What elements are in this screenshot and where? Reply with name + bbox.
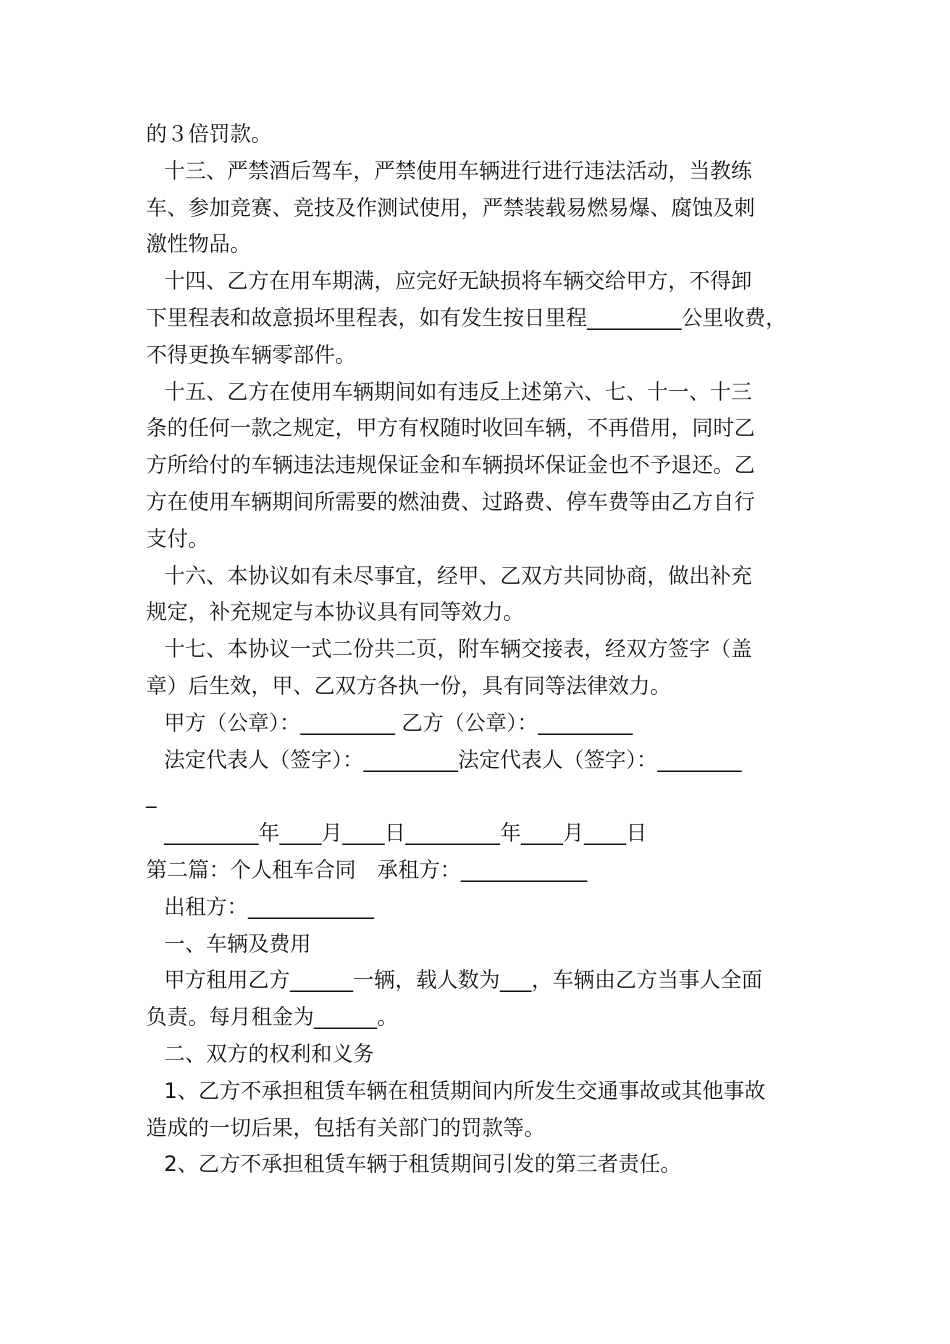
text-line: 1、乙方不承担租赁车辆在租赁期间内所发生交通事故或其他事故: [164, 1078, 766, 1103]
document-body: [146, 116, 812, 1183]
text-line: 十六、本协议如有未尽事宜，经甲、乙双方共同协商，做出补充: [164, 563, 752, 588]
text-line: 不得更换车辆零部件。: [146, 342, 356, 367]
text-line: 十七、本协议一式二份共二页，附车辆交接表，经双方签字（盖: [164, 637, 752, 662]
text-line: 十三、严禁酒后驾车，严禁使用车辆进行进行违法活动，当教练: [164, 158, 752, 183]
text-line: 规定，补充规定与本协议具有同等效力。: [146, 600, 524, 625]
text-line: 一、车辆及费用: [164, 931, 311, 956]
text-line: 二、双方的权利和义务: [164, 1041, 374, 1066]
text-line: 方所给付的车辆违法违规保证金和车辆损坏保证金也不予退还。乙: [146, 453, 755, 478]
text-line: 章）后生效，甲、乙双方各执一份，具有同等法律效力。: [146, 673, 671, 698]
text-line: 方在使用车辆期间所需要的燃油费、过路费、停车费等由乙方自行: [146, 489, 755, 514]
text-line: 激性物品。: [146, 232, 251, 257]
text-line: 甲方租用乙方______一辆，载人数为___，车辆由乙方当事人全面: [164, 968, 763, 993]
text-line: 十五、乙方在使用车辆期间如有违反上述第六、七、十一、十三: [164, 379, 752, 404]
text-line: 2、乙方不承担租赁车辆于租赁期间引发的第三者责任。: [164, 1152, 682, 1177]
text-line: _: [146, 784, 157, 809]
text-line: 十四、乙方在用车期满，应完好无缺损将车辆交给甲方，不得卸: [164, 269, 752, 294]
text-line: 支付。: [146, 526, 209, 551]
text-line: 第二篇：个人租车合同 承租方：____________: [146, 857, 587, 882]
text-line: 车、参加竞赛、竞技及作测试使用，严禁装载易燃易爆、腐蚀及刺: [146, 195, 755, 220]
text-line: 条的任何一款之规定，甲方有权随时收回车辆，不再借用，同时乙: [146, 416, 755, 441]
text-line: 甲方（公章）：_________ 乙方（公章）：_________: [164, 710, 633, 735]
text-line: _________年____月____日_________年____月____日: [164, 821, 647, 846]
text-line: 的３倍罚款。: [146, 122, 272, 146]
text-line: 法定代表人（签字）：_________法定代表人（签字）：________: [164, 747, 742, 772]
text-line: 出租方：____________: [164, 894, 374, 919]
text-line: 下里程表和故意损坏里程表，如有发生按日里程_________公里收费，: [146, 305, 787, 330]
text-line: 造成的一切后果，包括有关部门的罚款等。: [146, 1115, 545, 1140]
text-line: 负责。每月租金为______。: [146, 1005, 398, 1030]
